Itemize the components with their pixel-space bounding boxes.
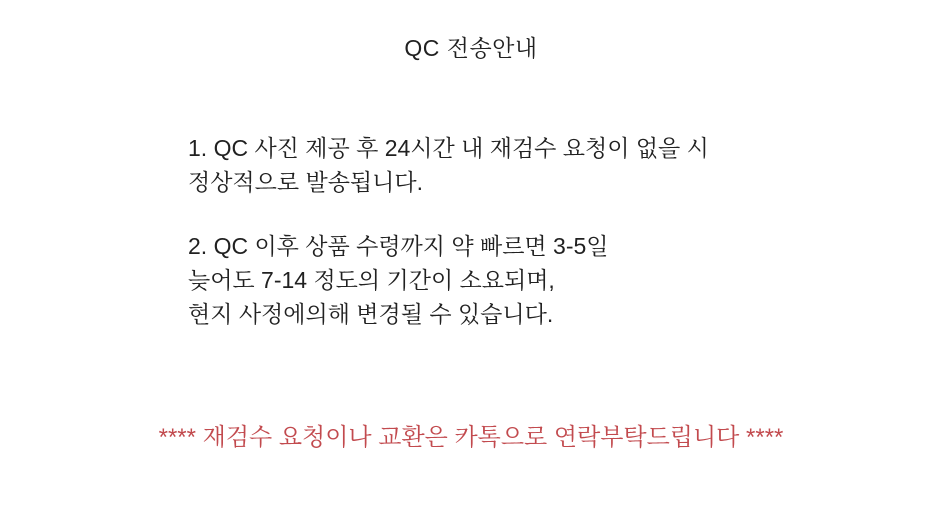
paragraph-line: 현지 사정에의해 변경될 수 있습니다. [188,301,554,327]
paragraph-line: 2. QC 이후 상품 수령까지 약 빠르면 3-5일 [188,233,609,259]
footer-warning: **** 재검수 요청이나 교환은 카톡으로 연락부탁드립니다 **** [158,424,784,451]
notice-body [188,131,808,361]
paragraph-reinspection-window [188,131,808,199]
paragraph-line: 늦어도 7-14 정도의 기간이 소요되며, [188,267,555,293]
paragraph-line: 정상적으로 발송됩니다. [188,169,423,195]
paragraph-delivery-time [188,229,808,331]
paragraph-line: 1. QC 사진 제공 후 24시간 내 재검수 요청이 없을 시 [188,135,709,161]
page-title: QC 전송안내 [404,35,538,61]
